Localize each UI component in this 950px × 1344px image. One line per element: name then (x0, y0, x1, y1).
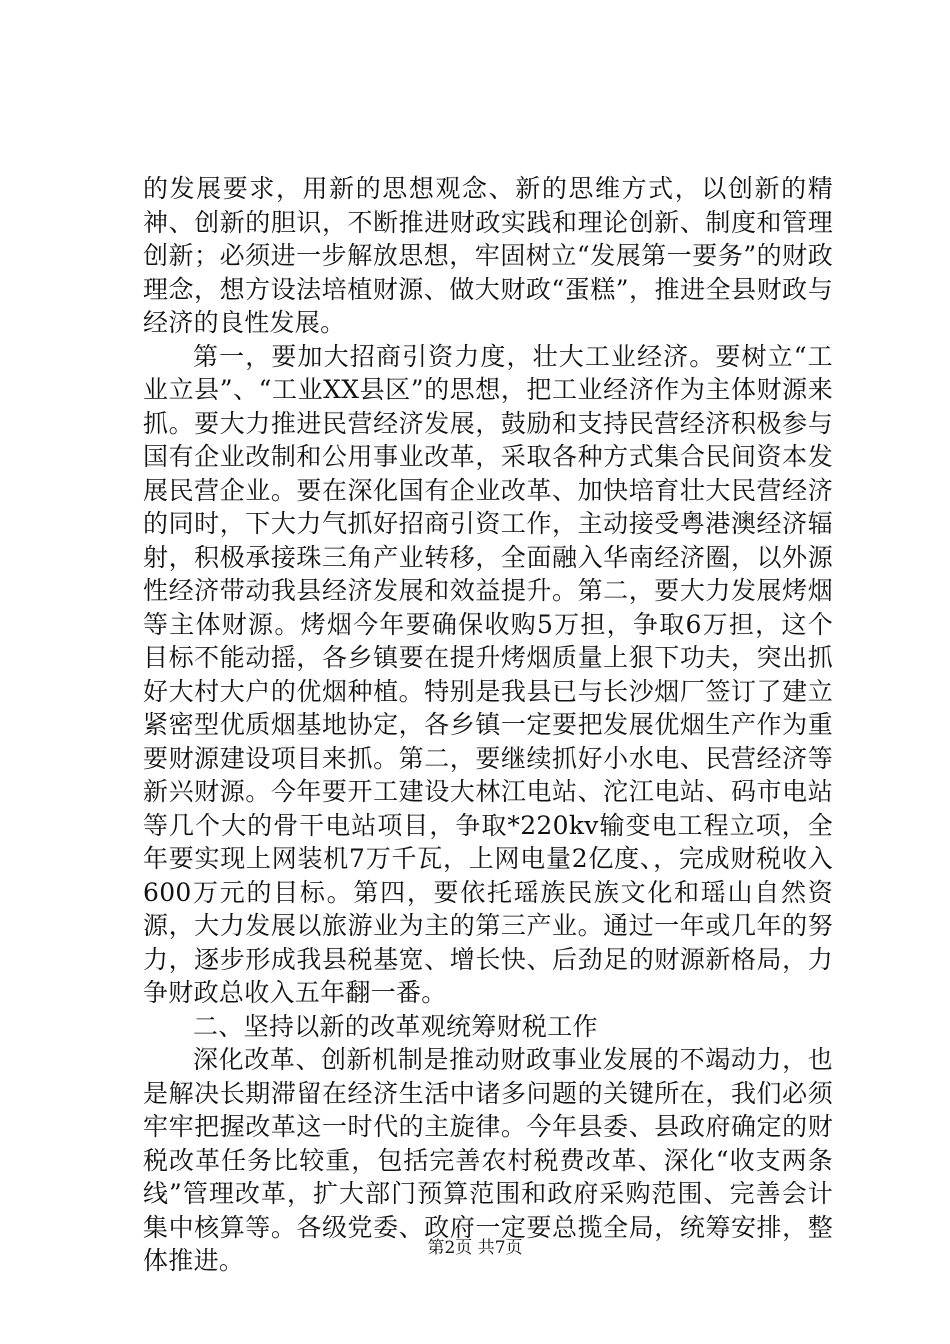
section-heading: 二、坚持以新的改革观统筹财税工作 (193, 1011, 598, 1041)
paragraph-reform: 深化改革、创新机制是推动财政事业发展的不竭动力，也是解决长期滞留在经济生活中诸多问题的关键所在，我们必须牢牢把握改革这一时代的主旋律。今年县委、县政府确定的财税改革任务比较重，包括完善农村税费改革、深化“收支两条线”管理改革，扩大部门预算范围和政府采购范围、完善会计集中核算等。各级党委、政府一定要总揽全局，统筹安排，整体推进。 (143, 1045, 833, 1275)
document-body (143, 172, 833, 1278)
paragraph-continuation: 的发展要求，用新的思想观念、新的思维方式，以创新的精神、创新的胆识，不断推进财政实践和理论创新、制度和管理创新；必须进一步解放思想，牢固树立“发展第一要务”的财政理念，想方设法培植财源、做大财政“蛋糕”，推进全县财政与经济的良性发展。 (143, 174, 833, 337)
page-number: 第2页 共7页 (427, 1238, 523, 1258)
paragraph-financial-sources: 第一，要加大招商引资力度，壮大工业经济。要树立“工业立县”、“工业XX县区”的思想，把工业经济作为主体财源来抓。要大力推进民营经济发展，鼓励和支持民营经济积极参与国有企业改制和公用事业改革，采取各种方式集合民间资本发展民营企业。要在深化国有企业改革、加快培育壮大民营经济的同时，下大力气抓好招商引资工作，主动接受粤港澳经济辐射，积极承接珠三角产业转移，全面融入华南经济圈，以外源性经济带动我县经济发展和效益提升。第二，要大力发展烤烟等主体财源。烤烟今年要确保收购5万担，争取6万担，这个目标不能动摇，各乡镇要在提升烤烟质量上狠下功夫，突出抓好大村大户的优烟种植。特别是我县已与长沙烟厂签订了建立紧密型优质烟基地协定，各乡镇一定要把发展优烟生产作为重要财源建设项目来抓。第二，要继续抓好小水电、民营经济等新兴财源。今年要开工建设大林江电站、沱江电站、码市电站等几个大的骨干电站项目，争取*220kv输变电工程立项，全年要实现上网装机7万千瓦，上网电量2亿度、，完成财税收入600万元的目标。第四，要依托瑶族民族文化和瑶山自然资源，大力发展以旅游业为主的第三产业。通过一年或几年的努力，逐步形成我县税基宽、增长快、后劲足的财源新格局，力争财政总收入五年翻一番。 (143, 341, 833, 1007)
